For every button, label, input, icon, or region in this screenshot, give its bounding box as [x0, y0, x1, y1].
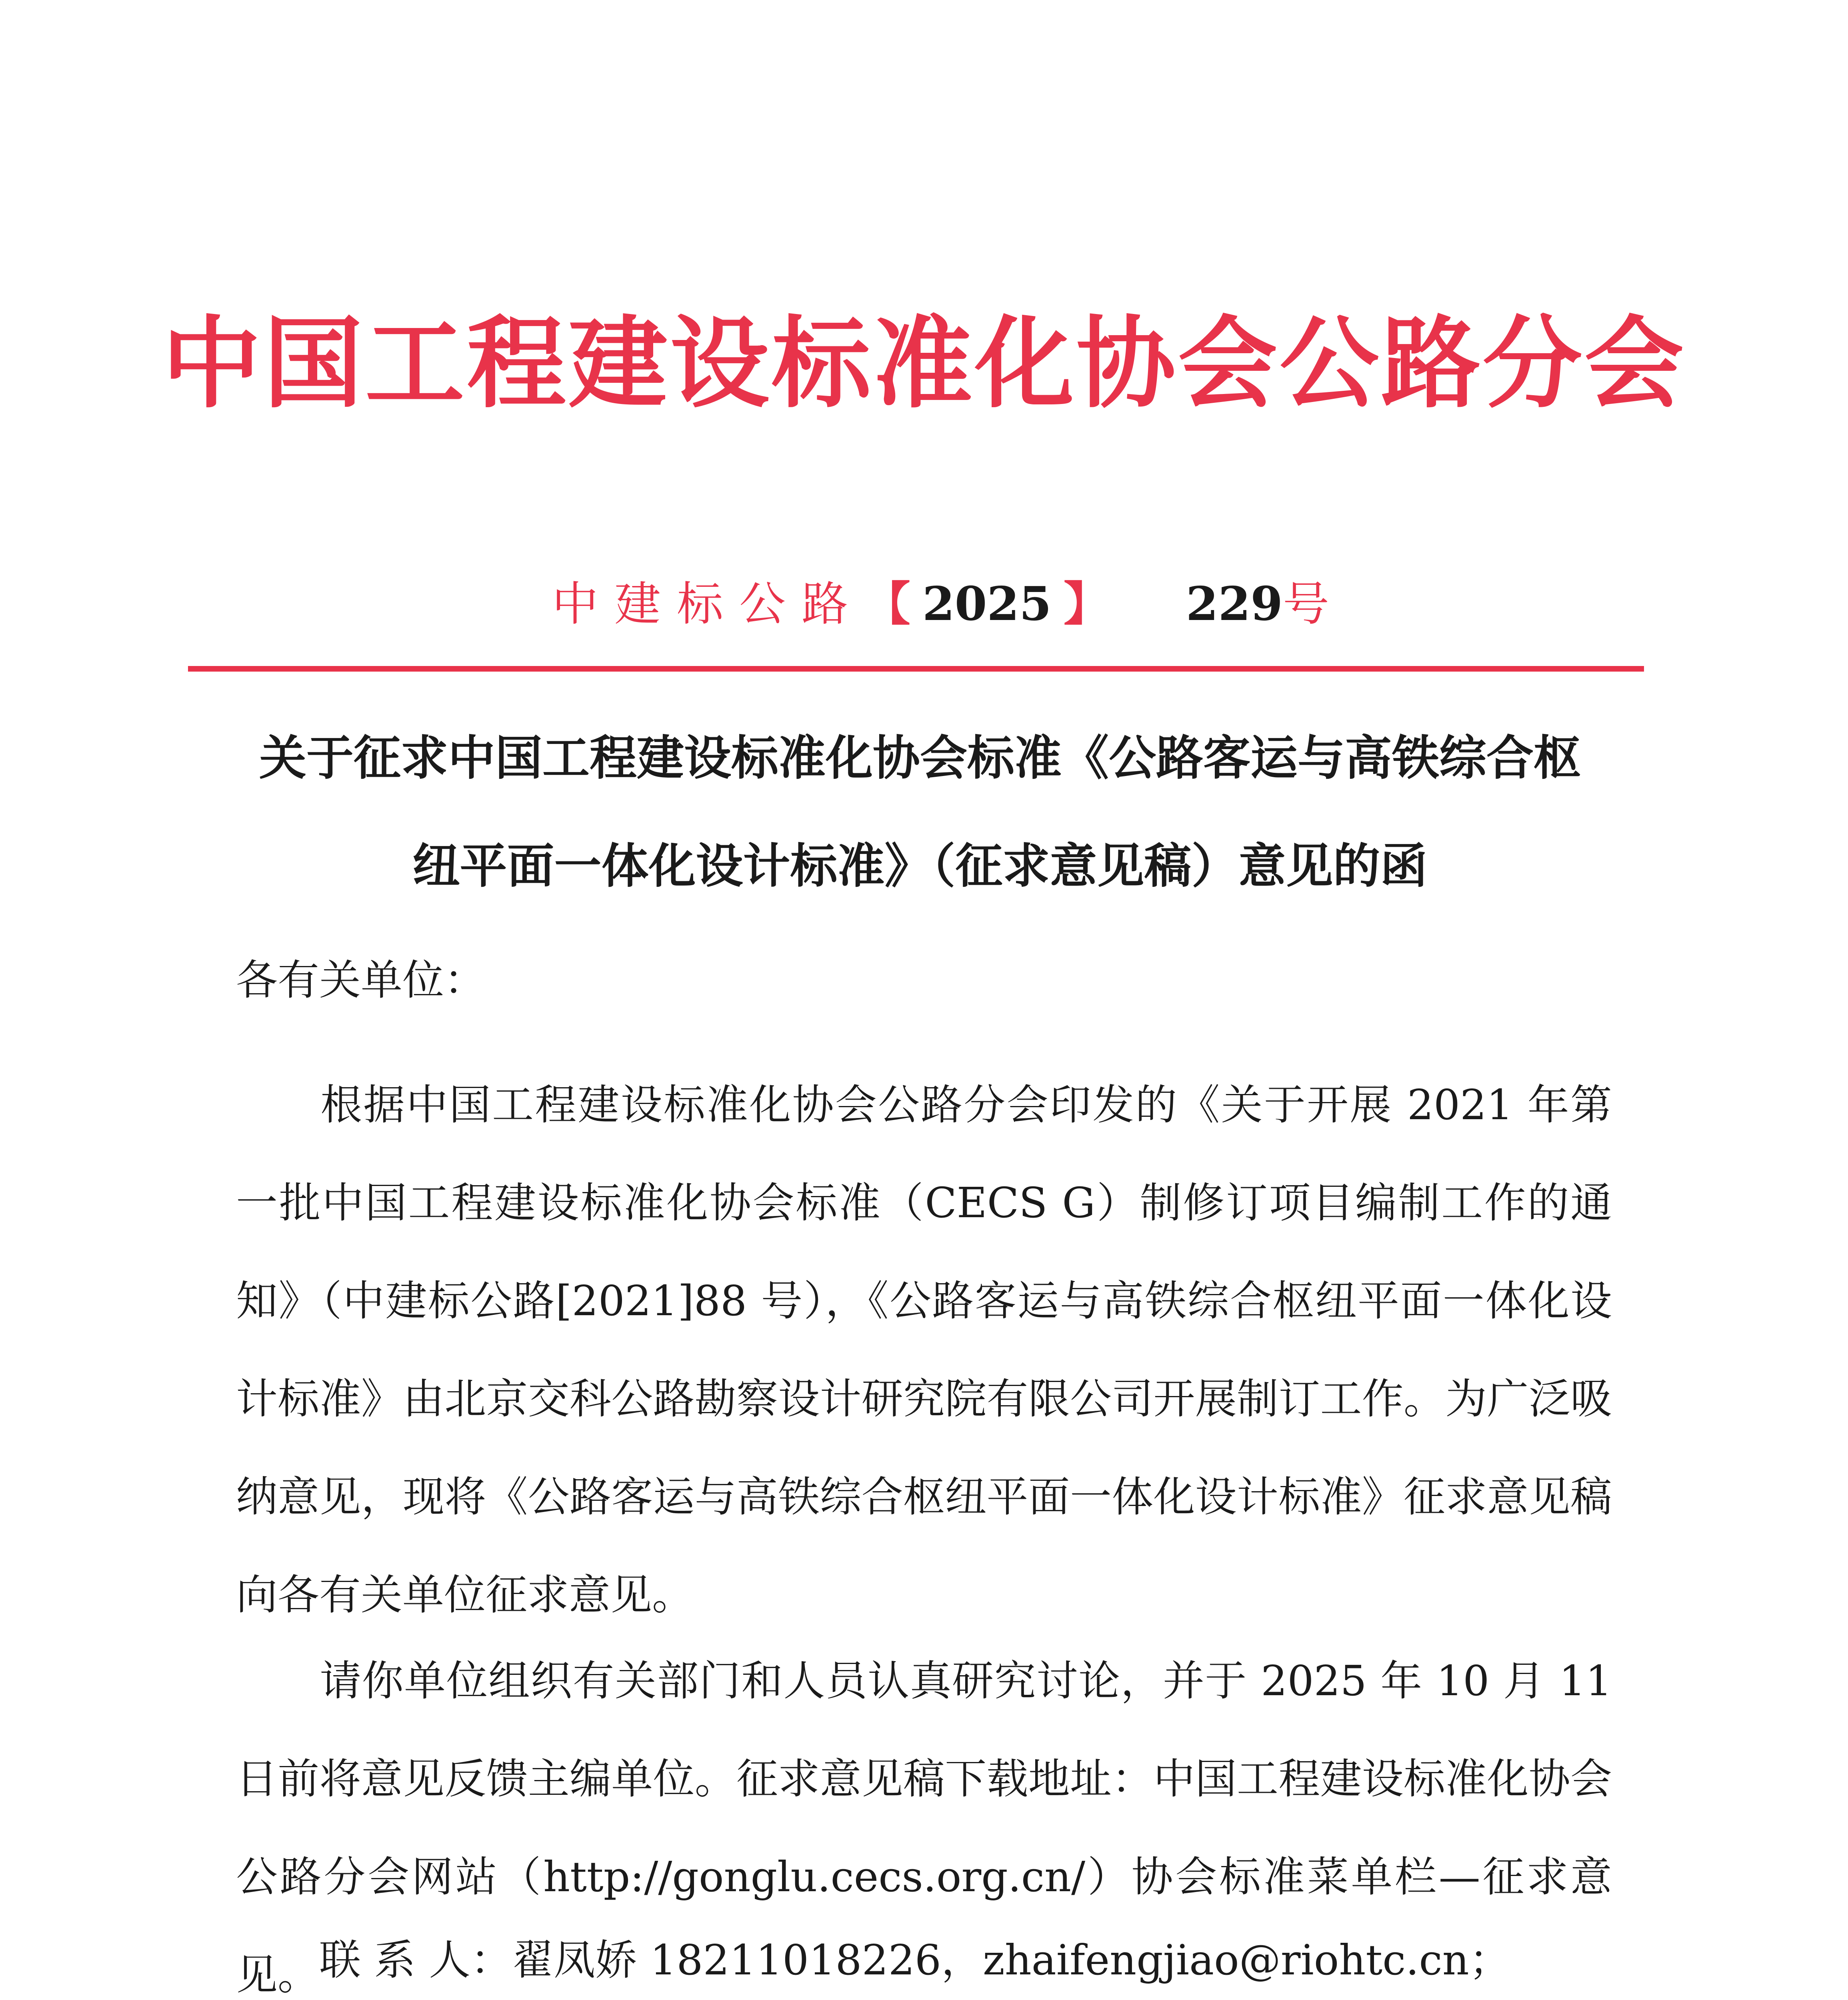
doc-number-suffix: 号 — [1283, 577, 1329, 631]
doc-number — [552, 564, 1329, 644]
contact-person-label: 联 系 人： — [319, 1936, 512, 1984]
doc-number-bracket-close: 】 — [1063, 577, 1110, 631]
doc-number-bracket-open: 【 — [864, 577, 910, 631]
header-divider — [188, 666, 1644, 672]
doc-number-value: 229 — [1186, 577, 1283, 631]
doc-number-prefix: 中建标公路 — [552, 577, 864, 631]
body-paragraph-1 — [236, 1056, 1612, 1644]
body-paragraph-1-text: 根据中国工程建设标准化协会公路分会印发的《关于开展 2021 年第一批中国工程建设标准化协会标准（CECS G）制修订项目编制工作的通知》（中建标公路[2021]88 号），《公路客运与高铁综合枢纽平面一体化设计标准》由北京交科公路勘察设计研究院有限公司开展制订工作。为广泛吸纳意见，现将《公路客运与高铁综合枢纽平面一体化设计标准》征求意见稿向各有关单位征求意见。 — [236, 1080, 1612, 1619]
contact-person-value: 翟凤娇 18211018226，zhaifengjiao@riohtc.cn； — [512, 1936, 1511, 1984]
document-title-line-2: 纽平面一体化设计标准》（征求意见稿）意见的函 — [412, 838, 1428, 894]
org-header-title: 中国工程建设标准化协会公路分会 — [162, 306, 1686, 422]
doc-number-year: 2025 — [922, 577, 1052, 631]
salutation: 各有关单位： — [236, 956, 486, 1004]
contact-person-line — [319, 1920, 1511, 2000]
body-paragraph-2-text: 请你单位组织有关部门和人员认真研究讨论，并于 2025 年 10 月 11 日前将意见反馈主编单位。征求意见稿下载地址：中国工程建设标准化协会公路分会网站（http://gonglu.cecs.org.cn/）协会标准菜单栏—征求意见。 — [236, 1656, 1612, 1999]
document-title — [216, 704, 1624, 920]
document-title-line-1: 关于征求中国工程建设标准化协会标准《公路客运与高铁综合枢 — [259, 730, 1581, 786]
